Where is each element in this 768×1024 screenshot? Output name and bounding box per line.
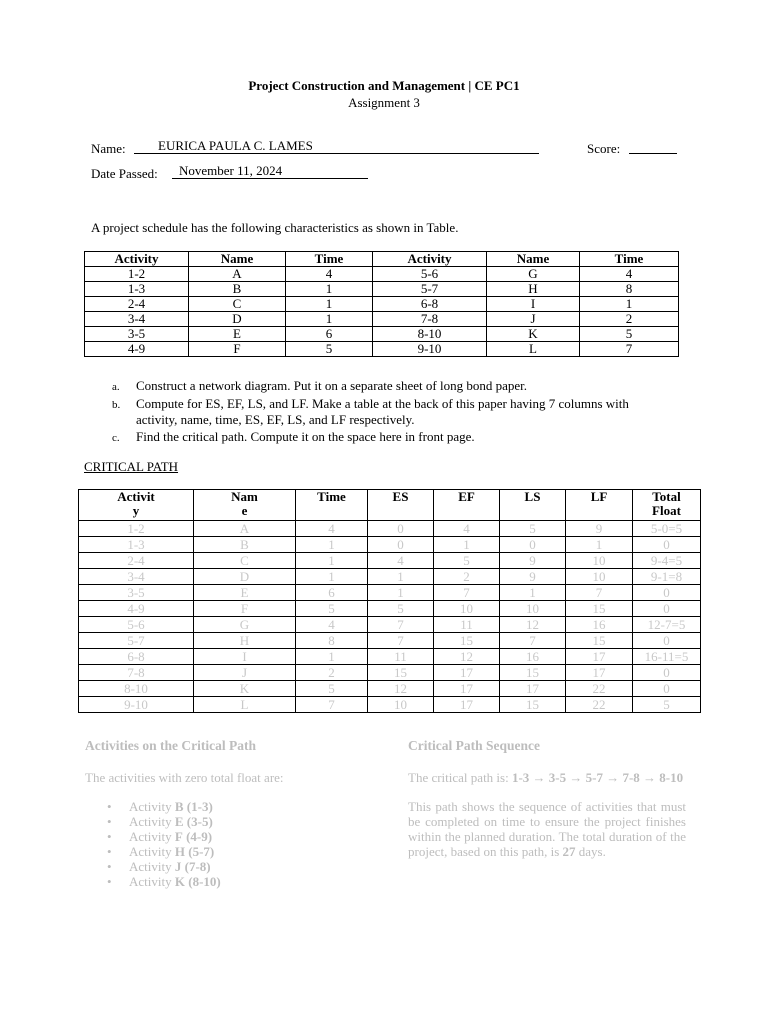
cp-row xyxy=(79,617,701,633)
cp-cell: 4 xyxy=(368,553,434,569)
document-title: Project Construction and Management | CE PC1 xyxy=(248,78,520,93)
cp-cell: 7 xyxy=(368,633,434,649)
schedule-row xyxy=(85,327,679,342)
cp-row xyxy=(79,569,701,585)
instruction-item xyxy=(112,396,632,429)
schedule-cell: 4-9 xyxy=(85,342,189,357)
cp-cell: 22 xyxy=(566,681,633,697)
cp-cell: 10 xyxy=(566,569,633,585)
instruction-text: Find the critical path. Compute it on the space here in front page. xyxy=(136,428,475,444)
schedule-cell: L xyxy=(487,342,580,357)
cp-cell: 0 xyxy=(633,665,701,681)
activities-list xyxy=(85,799,375,889)
cp-cell: 1 xyxy=(296,553,368,569)
schedule-row xyxy=(85,282,679,297)
critical-activity-item: • Activity F (4-9) xyxy=(107,829,375,844)
cp-cell: 9-10 xyxy=(79,697,194,713)
cp-cell: 7-8 xyxy=(79,665,194,681)
schedule-cell: 2-4 xyxy=(85,297,189,312)
cp-cell: 2 xyxy=(296,665,368,681)
cp-cell: 0 xyxy=(633,681,701,697)
cp-cell: 7 xyxy=(296,697,368,713)
schedule-cell: 3-5 xyxy=(85,327,189,342)
schedule-cell: 1 xyxy=(286,282,373,297)
activities-heading: Activities on the Critical Path xyxy=(85,738,256,753)
cp-cell: 5 xyxy=(296,601,368,617)
cp-cell: 17 xyxy=(434,681,500,697)
cp-cell: 5 xyxy=(633,697,701,713)
cp-cell: 2-4 xyxy=(79,553,194,569)
cp-cell: 11 xyxy=(434,617,500,633)
cp-cell: 1 xyxy=(368,585,434,601)
cp-cell: 10 xyxy=(434,601,500,617)
cp-col-ls: LS xyxy=(500,490,566,521)
cp-cell: 5 xyxy=(434,553,500,569)
cp-cell: 7 xyxy=(566,585,633,601)
critical-activity-item: • Activity E (3-5) xyxy=(107,814,375,829)
cp-cell: C xyxy=(194,553,296,569)
schedule-cell: 1-2 xyxy=(85,267,189,282)
cp-cell: 22 xyxy=(566,697,633,713)
col-activity-2: Activity xyxy=(373,252,487,267)
cp-cell: 1 xyxy=(368,569,434,585)
cp-col-time: Time xyxy=(296,490,368,521)
cp-cell: B xyxy=(194,537,296,553)
cp-cell: 1 xyxy=(296,569,368,585)
cp-cell: 9 xyxy=(566,521,633,537)
cp-cell: D xyxy=(194,569,296,585)
cp-cell: 17 xyxy=(566,665,633,681)
schedule-cell: 7 xyxy=(580,342,679,357)
schedule-cell: 3-4 xyxy=(85,312,189,327)
cp-cell: 6-8 xyxy=(79,649,194,665)
date-label: Date Passed: xyxy=(91,166,158,181)
schedule-cell: A xyxy=(189,267,286,282)
schedule-cell: C xyxy=(189,297,286,312)
score-line xyxy=(629,140,677,154)
cp-cell: J xyxy=(194,665,296,681)
schedule-cell: 4 xyxy=(286,267,373,282)
cp-cell: 1-2 xyxy=(79,521,194,537)
cp-cell: 17 xyxy=(434,665,500,681)
cp-row xyxy=(79,697,701,713)
schedule-cell: 6 xyxy=(286,327,373,342)
instruction-text: Construct a network diagram. Put it on a separate sheet of long bond paper. xyxy=(136,378,527,393)
schedule-row xyxy=(85,312,679,327)
instruction-marker: b. xyxy=(112,398,121,411)
cp-cell: 5-6 xyxy=(79,617,194,633)
cp-row xyxy=(79,681,701,697)
cp-row xyxy=(79,633,701,649)
schedule-cell: J xyxy=(487,312,580,327)
cp-cell: 15 xyxy=(500,665,566,681)
schedule-cell: H xyxy=(487,282,580,297)
cp-cell: 15 xyxy=(368,665,434,681)
cp-cell: 0 xyxy=(633,537,701,553)
cp-cell: 3-4 xyxy=(79,569,194,585)
cp-cell: 9-4=5 xyxy=(633,553,701,569)
schedule-cell: 5 xyxy=(580,327,679,342)
cp-cell: 15 xyxy=(566,633,633,649)
sequence-section xyxy=(408,738,686,873)
cp-cell: 1-3 xyxy=(79,537,194,553)
cp-row xyxy=(79,585,701,601)
cp-cell: A xyxy=(194,521,296,537)
cp-col-activity: Activit y xyxy=(79,490,194,521)
cp-cell: 12 xyxy=(368,681,434,697)
cp-cell: H xyxy=(194,633,296,649)
instruction-marker: c. xyxy=(112,431,120,444)
cp-cell: 15 xyxy=(566,601,633,617)
schedule-cell: 9-10 xyxy=(373,342,487,357)
schedule-cell: 1 xyxy=(286,297,373,312)
cp-cell: 9 xyxy=(500,569,566,585)
schedule-row xyxy=(85,342,679,357)
critical-activity-item: • Activity K (8-10) xyxy=(107,874,375,889)
cp-cell: 0 xyxy=(633,633,701,649)
cp-cell: 9 xyxy=(500,553,566,569)
cp-cell: 7 xyxy=(434,585,500,601)
name-label: Name: xyxy=(91,141,126,156)
cp-cell: 6 xyxy=(296,585,368,601)
cp-cell: 0 xyxy=(368,537,434,553)
schedule-cell: K xyxy=(487,327,580,342)
cp-cell: 16-11=5 xyxy=(633,649,701,665)
cp-cell: 5 xyxy=(500,521,566,537)
cp-cell: 2 xyxy=(434,569,500,585)
cp-cell: 1 xyxy=(434,537,500,553)
intro-text: A project schedule has the following characteristics as shown in Table. xyxy=(91,220,459,235)
schedule-cell: F xyxy=(189,342,286,357)
schedule-cell: D xyxy=(189,312,286,327)
schedule-cell: 4 xyxy=(580,267,679,282)
schedule-cell: B xyxy=(189,282,286,297)
cp-col-total-float: Total Float xyxy=(633,490,701,521)
schedule-cell: 1-3 xyxy=(85,282,189,297)
cp-header-row xyxy=(79,490,701,521)
cp-cell: 12 xyxy=(500,617,566,633)
cp-cell: 10 xyxy=(368,697,434,713)
cp-cell: 11 xyxy=(368,649,434,665)
instructions-list xyxy=(112,378,632,446)
critical-path-sequence: 1-3 → 3-5 → 5-7 → 7-8 → 8-10 xyxy=(511,770,684,785)
critical-activity-item: • Activity H (5-7) xyxy=(107,844,375,859)
cp-cell: 4-9 xyxy=(79,601,194,617)
cp-cell: 12 xyxy=(434,649,500,665)
cp-row xyxy=(79,521,701,537)
schedule-header-row xyxy=(85,252,679,267)
cp-col-lf: LF xyxy=(566,490,633,521)
cp-cell: 4 xyxy=(296,521,368,537)
activities-section xyxy=(85,738,375,889)
instruction-item xyxy=(112,378,632,396)
cp-cell: 5 xyxy=(296,681,368,697)
cp-cell: 15 xyxy=(434,633,500,649)
instruction-item xyxy=(112,429,632,447)
cp-cell: 10 xyxy=(566,553,633,569)
cp-cell: L xyxy=(194,697,296,713)
cp-cell: 16 xyxy=(500,649,566,665)
cp-cell: 7 xyxy=(500,633,566,649)
sequence-lead: The critical path is: 1-3 → 3-5 → 5-7 → 7-8 → 8-10 xyxy=(408,770,684,785)
critical-activity-item: • Activity B (1-3) xyxy=(107,799,375,814)
instruction-marker: a. xyxy=(112,381,120,393)
cp-cell: 4 xyxy=(434,521,500,537)
schedule-cell: 8-10 xyxy=(373,327,487,342)
schedule-cell: 1 xyxy=(580,297,679,312)
schedule-cell: 7-8 xyxy=(373,312,487,327)
sequence-heading: Critical Path Sequence xyxy=(408,738,540,753)
cp-row xyxy=(79,665,701,681)
schedule-cell: I xyxy=(487,297,580,312)
cp-cell: 3-5 xyxy=(79,585,194,601)
cp-cell: 1 xyxy=(500,585,566,601)
cp-cell: 1 xyxy=(296,649,368,665)
cp-cell: 16 xyxy=(566,617,633,633)
critical-activity-item: • Activity J (7-8) xyxy=(107,859,375,874)
cp-row xyxy=(79,601,701,617)
schedule-cell: 2 xyxy=(580,312,679,327)
schedule-cell: 6-8 xyxy=(373,297,487,312)
cp-row xyxy=(79,553,701,569)
cp-cell: 7 xyxy=(368,617,434,633)
cp-cell: 9-1=8 xyxy=(633,569,701,585)
cp-cell: 8-10 xyxy=(79,681,194,697)
cp-cell: 10 xyxy=(500,601,566,617)
cp-cell: 1 xyxy=(566,537,633,553)
schedule-cell: 5-6 xyxy=(373,267,487,282)
col-activity: Activity xyxy=(85,252,189,267)
schedule-cell: E xyxy=(189,327,286,342)
schedule-cell: 5 xyxy=(286,342,373,357)
cp-cell: 0 xyxy=(633,601,701,617)
cp-col-es: ES xyxy=(368,490,434,521)
cp-col-name: Nam e xyxy=(194,490,296,521)
cp-cell: 17 xyxy=(566,649,633,665)
cp-cell: 17 xyxy=(500,681,566,697)
cp-row xyxy=(79,649,701,665)
cp-cell: 5 xyxy=(368,601,434,617)
col-name: Name xyxy=(189,252,286,267)
cp-col-ef: EF xyxy=(434,490,500,521)
schedule-row xyxy=(85,297,679,312)
schedule-cell: 5-7 xyxy=(373,282,487,297)
col-time: Time xyxy=(286,252,373,267)
cp-cell: 17 xyxy=(434,697,500,713)
cp-cell: K xyxy=(194,681,296,697)
critical-path-table xyxy=(78,489,701,713)
instruction-text: Compute for ES, EF, LS, and LF. Make a table at the back of this paper having 7 columns with activity, name, time, ES, EF, LS, and LF respectively. xyxy=(136,395,629,427)
cp-cell: F xyxy=(194,601,296,617)
cp-cell: I xyxy=(194,649,296,665)
schedule-cell: G xyxy=(487,267,580,282)
cp-cell: 4 xyxy=(296,617,368,633)
cp-cell: 8 xyxy=(296,633,368,649)
cp-cell: 0 xyxy=(500,537,566,553)
col-name-2: Name xyxy=(487,252,580,267)
cp-cell: 1 xyxy=(296,537,368,553)
col-time-2: Time xyxy=(580,252,679,267)
name-value: EURICA PAULA C. LAMES xyxy=(158,138,313,153)
document-subtitle: Assignment 3 xyxy=(348,95,420,110)
cp-cell: 5-0=5 xyxy=(633,521,701,537)
date-value: November 11, 2024 xyxy=(179,163,283,178)
schedule-table xyxy=(84,251,679,357)
score-label: Score: xyxy=(587,141,621,156)
schedule-cell: 1 xyxy=(286,312,373,327)
cp-cell: E xyxy=(194,585,296,601)
cp-cell: 5-7 xyxy=(79,633,194,649)
project-duration: 27 xyxy=(562,844,576,859)
sequence-explanation: This path shows the sequence of activities that must be completed on time to ensure the project finishes within the planned duration. The total duration of the project, based on this path, is 27 days. xyxy=(408,799,686,859)
cp-cell: 0 xyxy=(633,585,701,601)
cp-cell: 12-7=5 xyxy=(633,617,701,633)
cp-cell: 0 xyxy=(368,521,434,537)
cp-row xyxy=(79,537,701,553)
cp-cell: G xyxy=(194,617,296,633)
cp-cell: 15 xyxy=(500,697,566,713)
schedule-cell: 8 xyxy=(580,282,679,297)
activities-intro: The activities with zero total float are: xyxy=(85,770,284,785)
schedule-row xyxy=(85,267,679,282)
critical-path-heading: CRITICAL PATH xyxy=(84,459,179,474)
